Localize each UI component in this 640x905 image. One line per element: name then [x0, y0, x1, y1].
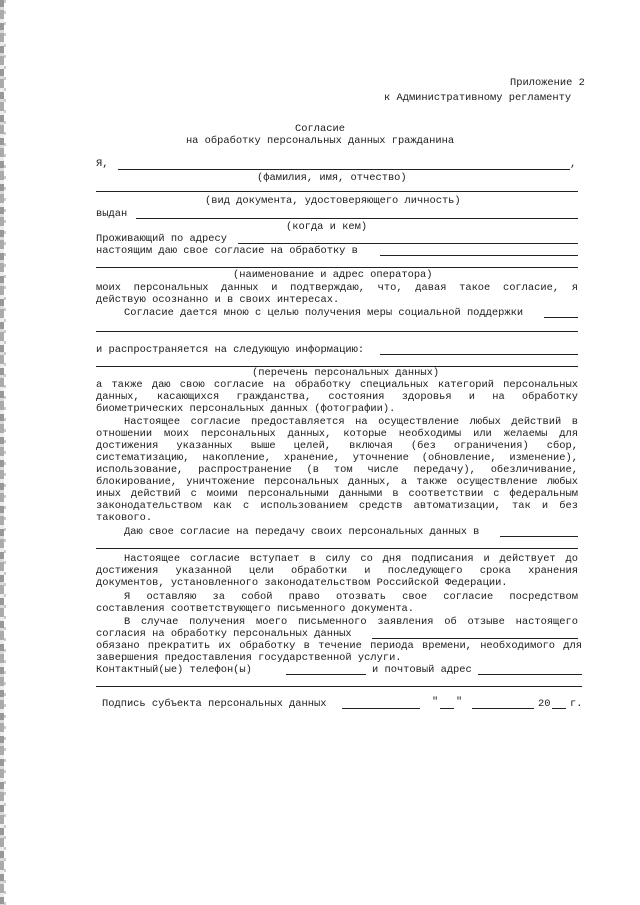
phone-field[interactable] [286, 674, 366, 675]
ya-comma: , [570, 158, 577, 170]
withdraw-line-2: согласия на обработку персональных данных [96, 628, 352, 640]
purpose-field[interactable] [544, 317, 578, 318]
grant-line-5: использование, распространение (в том числе передачу), обезличивание, [96, 464, 578, 476]
special-categories-line-3: биометрических персональных данных (фотографии). [96, 403, 396, 415]
year-field[interactable] [552, 708, 566, 709]
grant-line-7: иных действий с моими персональными данными в соответствии с федеральным [96, 488, 578, 500]
contacts-field-line-2[interactable] [96, 686, 582, 687]
info-field[interactable] [380, 354, 578, 355]
consent-start: настоящим даю свое согласие на обработку в [96, 245, 358, 257]
special-categories-line-1: а также даю свою согласие на обработку специальных категорий персональных [96, 379, 578, 391]
grant-line-2: отношении моих персональных данных, которые необходимы или желаемы для [96, 428, 578, 440]
revoke-line-1: Я оставляю за собой право отозвать свое согласие посредством [124, 591, 578, 603]
withdraw-line-4: завершения предоставления государственной услуги. [96, 652, 402, 664]
signature-field[interactable] [342, 708, 420, 709]
caption-issued: (когда и кем) [286, 221, 368, 233]
year-suffix: г. [570, 698, 583, 710]
grant-line-8: законодательством как с использованием средств автоматизации, так и без [96, 500, 578, 512]
document-subtitle: на обработку персональных данных гражданина [185, 135, 455, 147]
issued-field[interactable] [136, 218, 578, 219]
grant-line-6: блокирование, уничтожение персональных данных, а также осуществление любых [96, 476, 578, 488]
date-quote-close: " [456, 696, 463, 708]
revoke-line-2: составления соответствующего письменного документа. [96, 603, 415, 615]
id-document-field[interactable] [96, 191, 578, 192]
email-field[interactable] [478, 674, 582, 675]
appendix-number: Приложение 2 [510, 77, 585, 89]
confirmation-line-1: моих персональных данных и подтверждаю, что, давая такое согласие, я [96, 282, 578, 294]
date-quote-open: " [432, 696, 439, 708]
withdraw-line-3: обязано прекратить их обработку в течение периода времени, необходимого для [96, 640, 582, 652]
appendix-regulation: к Административному регламенту [384, 92, 572, 104]
purpose-text: Согласие дается мною с целью получения меры социальной поддержки [124, 307, 524, 319]
operator-field[interactable] [380, 255, 578, 256]
operator-field-continued[interactable] [96, 267, 578, 268]
caption-operator: (наименование и адрес оператора) [233, 269, 433, 281]
grant-line-3: достижения указанных выше целей, включая (без ограничения) сбор, [96, 440, 578, 452]
special-categories-line-2: данных, касающихся гражданства, состояния здоровья и на обработку [96, 391, 578, 403]
issued-label: выдан [96, 208, 128, 220]
caption-id-document: (вид документа, удостоверяющего личность) [205, 195, 461, 207]
address-field[interactable] [238, 243, 578, 244]
email-label: и почтовый адрес [372, 664, 472, 676]
caption-fio: (фамилия, имя, отчество) [257, 172, 407, 184]
grant-line-9: такового. [96, 512, 153, 524]
info-label: и распространяется на следующую информацию: [96, 344, 365, 356]
transfer-field-line-2[interactable] [96, 548, 578, 549]
validity-line-3: документов, установленного законодательством Российской Федерации. [96, 577, 508, 589]
year-prefix: 20 [538, 698, 551, 710]
fio-field[interactable] [118, 169, 570, 170]
confirmation-line-2: действую осознанно и в своих интересах. [96, 294, 340, 306]
grant-line-1: Настоящее согласие предоставляется на осуществление любых действий в [124, 416, 578, 428]
transfer-field[interactable] [500, 536, 578, 537]
withdraw-line-1: В случае получения моего письменного заявления об отзыве настоящего [124, 616, 578, 628]
address-label: Проживающий по адресу [96, 233, 227, 245]
transfer-text: Даю свое согласие на передачу своих персональных данных в [124, 526, 480, 538]
grant-line-4: систематизацию, накопление, хранение, уточнение (обновление, изменение), [96, 452, 578, 464]
validity-line-1: Настоящее согласие вступает в силу со дня подписания и действует до [124, 553, 578, 565]
month-field[interactable] [472, 708, 534, 709]
purpose-field-line-2[interactable] [96, 331, 578, 332]
withdraw-operator-field[interactable] [372, 638, 578, 639]
caption-data-list: (перечень персональных данных) [252, 367, 440, 379]
validity-line-2: достижения указанной цели обработки и последующего срока хранения [96, 565, 578, 577]
signature-label: Подпись субъекта персональных данных [102, 698, 327, 710]
day-field[interactable] [440, 708, 454, 709]
phone-label: Контактный(ые) телефон(ы) [96, 664, 252, 676]
ya-label: Я, [96, 158, 109, 170]
document-title: Согласие [295, 123, 345, 135]
